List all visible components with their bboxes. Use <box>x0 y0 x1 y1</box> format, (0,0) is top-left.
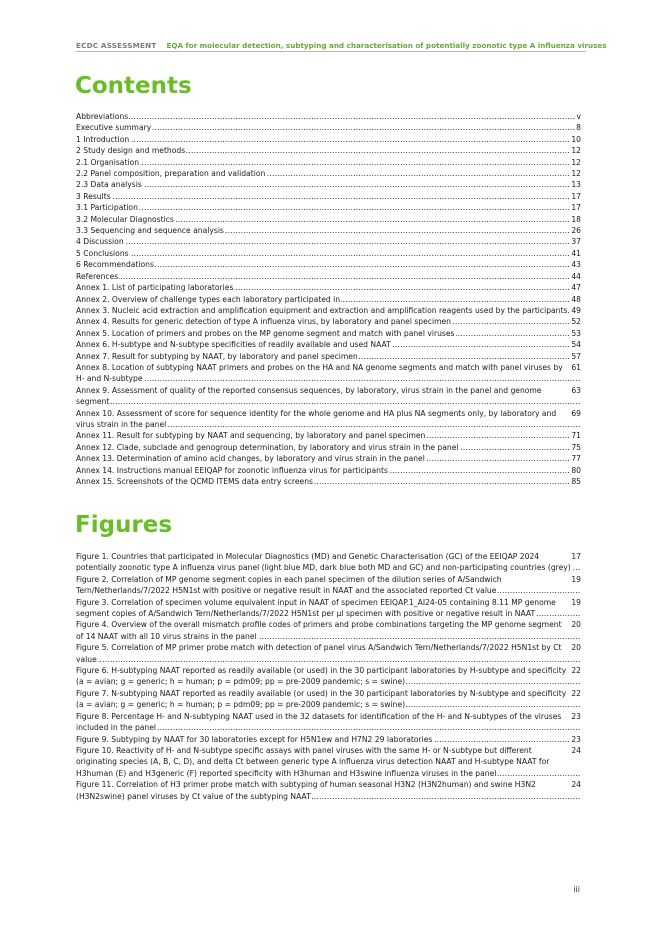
header-divider <box>76 51 586 52</box>
toc-page-number: ..... 13 <box>571 180 581 190</box>
toc-entry[interactable] <box>76 294 581 305</box>
toc-entry-title: Figure 2. Correlation of MP genome segment copies in each panel specimen of the dilution series of A/Sandwich Tern/Netherlands/7/2022 H5N1st with positive or negative result in NAAT and the associated reported Ct value <box>76 574 502 596</box>
toc-page-number: ..... 24 <box>571 745 581 755</box>
toc-entry[interactable] <box>76 430 581 441</box>
toc-page-number: ..... 85 <box>571 477 581 486</box>
toc-entry[interactable] <box>76 385 581 408</box>
toc-entry[interactable] <box>76 157 581 168</box>
toc-entry-title: Figure 4. Overview of the overall mismatch profile codes of primers and probe combinations targeting the MP genome segment of 14 NAAT with all 10 virus strains in the panel <box>76 620 562 641</box>
contents-list <box>76 111 581 487</box>
toc-entry-title: Abbreviations <box>76 112 129 121</box>
toc-entry-title: Figure 10. Reactivity of H- and N-subtype specific assays with panel viruses with the same H- or N-subtype but different originating species (A, B, C, D), and delta Ct between generic type A influenza virus detection NAAT and H-subtype NAAT for H3human (E) and H3generic (F) reported specificity with H3human and H3swine influenza viruses in the panel <box>76 745 550 778</box>
toc-entry-title: Annex 2. Overview of challenge types each laboratory participated in <box>76 294 341 304</box>
figure-entry[interactable] <box>76 745 581 779</box>
toc-page-number: ..... 22 <box>571 666 581 676</box>
toc-entry[interactable] <box>76 236 581 247</box>
running-header <box>76 41 607 50</box>
toc-page-number: ..... 19 <box>571 597 581 607</box>
page-number: iii <box>573 885 580 894</box>
toc-entry-title: 5 Conclusions <box>76 248 129 258</box>
toc-entry-title: References <box>76 271 119 281</box>
toc-entry[interactable] <box>76 476 581 487</box>
toc-entry-title: 6 Recommendations <box>76 260 154 270</box>
toc-entry[interactable] <box>76 134 581 145</box>
toc-page-number: ..... 23 <box>571 711 581 721</box>
toc-page-number: ..... 44 <box>571 271 581 281</box>
toc-entry-title: 3 Results <box>76 191 111 201</box>
toc-entry-title: Annex 7. Result for subtyping by NAAT, by laboratory and panel specimen <box>76 351 358 361</box>
toc-entry[interactable] <box>76 305 581 316</box>
toc-page-number: ..... 77 <box>571 454 581 464</box>
toc-entry[interactable] <box>76 225 581 236</box>
toc-entry-title: Annex 9. Assessment of quality of the reported consensus sequences, by laboratory, virus strain in the panel and genome segment <box>76 385 542 407</box>
toc-page-number: ..... 12 <box>571 169 581 179</box>
toc-entry[interactable] <box>76 214 581 225</box>
toc-entry-title: Annex 12. Clade, subclade and genogroup determination, by laboratory and virus strain in the panel <box>76 442 459 452</box>
toc-entry-title: Annex 1. List of participating laboratories <box>76 283 234 293</box>
toc-page-number: ..... v <box>576 112 581 121</box>
toc-page-number: ..... 75 <box>571 442 581 452</box>
header-title: EQA for molecular detection, subtyping and characterisation of potentially zoonotic type A influenza viruses <box>166 41 607 50</box>
toc-entry[interactable] <box>76 453 581 464</box>
figures-heading: Figures <box>75 512 173 538</box>
toc-entry-title: Figure 9. Subtyping by NAAT for 30 laboratories except for H5N1ew and H7N2 29 laboratories <box>76 734 433 744</box>
toc-entry[interactable] <box>76 316 581 327</box>
toc-entry-title: Figure 8. Percentage H- and N-subtyping NAAT used in the 32 datasets for identification of the H- and N-subtypes of the viruses included in the panel <box>76 711 562 733</box>
toc-page-number: ..... 8 <box>576 123 581 133</box>
toc-entry-title: 2.1 Organisation <box>76 157 140 167</box>
toc-page-number: ..... 69 <box>571 408 581 418</box>
toc-entry-title: Figure 7. N-subtyping NAAT reported as readily available (or used) in the 30 participant laboratories by N-subtype and specificity (a = avian; g = generic; h = human; p = pdm09; pp = pre-2009 pandemic; s = swine) <box>76 688 567 710</box>
figure-entry[interactable] <box>76 734 581 745</box>
toc-entry-title: Annex 6. H-subtype and N-subtype specificities of readily available and used NAAT <box>76 340 391 350</box>
toc-entry[interactable] <box>76 179 581 190</box>
toc-entry-title: Annex 5. Location of primers and probes on the MP genome segment and match with panel viruses <box>76 328 455 338</box>
toc-page-number: ..... 52 <box>571 317 581 327</box>
toc-entry-title: Figure 3. Correlation of specimen volume equivalent input in NAAT of specimen EEIQAP.1_AI24-05 containing 8.11 MP genome segment copies of A/Sandwich Tern/Netherlands/7/2022 H5N1st per µl specimen with positive or negative result in NAAT <box>76 597 556 619</box>
toc-entry[interactable] <box>76 328 581 339</box>
toc-entry-title: Figure 6. H-subtyping NAAT reported as readily available (or used) in the 30 participant laboratories by H-subtype and specificity (a = avian; g = generic; h = human; p = pdm09; pp = pre-2009 pandemic; s = swine) <box>76 666 567 687</box>
toc-entry-title: Figure 1. Countries that participated in Molecular Diagnostics (MD) and Genetic Characterisation (GC) of the EEIQAP 2024 potentially zoonotic type A influenza virus panel (light blue MD, dark blue both MD and GC) and non-participating countries (grey) <box>76 552 571 573</box>
toc-entry-title: Annex 8. Location of subtyping NAAT primers and probes on the HA and NA genome segments and match with panel viruses by H- and N-subtype <box>76 362 563 384</box>
toc-page-number: ..... 22 <box>571 688 581 698</box>
toc-entry-title: Figure 11. Correlation of H3 primer probe match with subtyping of human seasonal H3N2 (H3N2human) and swine H3N2 (H3N2swine) panel viruses by Ct value of the subtyping NAAT <box>76 780 536 801</box>
toc-page-number: ..... 80 <box>571 465 581 475</box>
toc-entry-title: 1 Introduction <box>76 134 130 144</box>
toc-page-number: ..... 18 <box>571 214 581 224</box>
toc-entry-title: 3.1 Participation <box>76 203 138 213</box>
toc-entry[interactable] <box>76 248 581 259</box>
toc-page-number: ..... 41 <box>571 248 581 258</box>
toc-entry-title: Annex 10. Assessment of score for sequence identity for the whole genome and HA plus NA segments only, by laboratory and virus strain in the panel <box>76 408 557 429</box>
toc-entry[interactable] <box>76 168 581 179</box>
toc-entry[interactable] <box>76 145 581 156</box>
toc-entry[interactable] <box>76 465 581 476</box>
figure-entry[interactable] <box>76 688 581 711</box>
toc-entry-title: 2.3 Data analysis <box>76 180 142 190</box>
contents-heading: Contents <box>75 73 192 99</box>
toc-page-number: ..... 23 <box>571 734 581 744</box>
toc-page-number: ..... 49 <box>571 305 581 315</box>
figure-entry[interactable] <box>76 551 581 574</box>
toc-page-number: ..... 47 <box>571 283 581 293</box>
toc-page-number: ..... 17 <box>571 203 581 213</box>
toc-page-number: ..... 24 <box>571 780 581 790</box>
toc-entry[interactable] <box>76 362 581 385</box>
toc-entry[interactable] <box>76 282 581 293</box>
figure-entry[interactable] <box>76 779 581 802</box>
toc-page-number: ..... 37 <box>571 237 581 247</box>
figure-entry[interactable] <box>76 619 581 642</box>
toc-entry-title: Annex 11. Result for subtyping by NAAT and sequencing, by laboratory and panel specimen <box>76 431 426 441</box>
toc-page-number: ..... 12 <box>571 146 581 156</box>
toc-page-number: ..... 17 <box>571 191 581 201</box>
toc-entry-title: 3.2 Molecular Diagnostics <box>76 214 174 224</box>
toc-entry-title: Annex 3. Nucleic acid extraction and amplification equipment and extraction and amplification reagents used by the participants <box>76 305 568 315</box>
toc-entry[interactable] <box>76 339 581 350</box>
toc-page-number: ..... 10 <box>571 134 581 144</box>
toc-entry-title: 2 Study design and methods <box>76 146 186 156</box>
toc-page-number: ..... 71 <box>571 431 581 441</box>
figure-entry[interactable] <box>76 597 581 620</box>
toc-page-number: ..... 43 <box>571 260 581 270</box>
toc-page-number: ..... 17 <box>571 552 581 561</box>
toc-entry-title: 3.3 Sequencing and sequence analysis <box>76 226 224 236</box>
toc-entry-title: Executive summary <box>76 123 152 133</box>
toc-entry[interactable] <box>76 408 581 431</box>
toc-page-number: ..... 12 <box>571 157 581 167</box>
toc-entry-title: Annex 15. Screenshots of the QCMD ITEMS data entry screens <box>76 477 314 486</box>
toc-entry[interactable] <box>76 442 581 453</box>
header-org: ECDC ASSESSMENT <box>76 41 157 50</box>
toc-page-number: ..... 61 <box>571 362 581 372</box>
toc-entry-title: Annex 4. Results for generic detection of type A influenza virus, by laboratory and panel specimen <box>76 317 451 327</box>
toc-entry[interactable] <box>76 259 581 270</box>
toc-entry[interactable] <box>76 111 581 122</box>
toc-entry-title: 2.2 Panel composition, preparation and validation <box>76 169 266 179</box>
toc-entry[interactable] <box>76 191 581 202</box>
toc-entry[interactable] <box>76 202 581 213</box>
figure-entry[interactable] <box>76 711 581 734</box>
toc-entry[interactable] <box>76 271 581 282</box>
toc-entry-title: 4 Discussion <box>76 237 124 247</box>
toc-page-number: ..... 48 <box>571 294 581 304</box>
figure-entry[interactable] <box>76 665 581 688</box>
toc-page-number: ..... 53 <box>571 328 581 338</box>
toc-entry[interactable] <box>76 122 581 133</box>
toc-entry-title: Annex 13. Determination of amino acid changes, by laboratory and virus strain in the panel <box>76 454 425 464</box>
figure-entry[interactable] <box>76 642 581 665</box>
toc-page-number: ..... 20 <box>571 620 581 630</box>
toc-page-number: ..... 63 <box>571 385 581 395</box>
toc-page-number: ..... 54 <box>571 340 581 350</box>
toc-entry-title: Figure 5. Correlation of MP primer probe match with detection of panel virus A/Sandwich Tern/Netherlands/7/2022 H5N1st by Ct value <box>76 643 562 664</box>
toc-page-number: ..... 57 <box>571 351 581 361</box>
toc-page-number: ..... 26 <box>571 226 581 236</box>
toc-entry-title: Annex 14. Instructions manual EEIQAP for zoonotic influenza virus for participants <box>76 465 388 475</box>
figures-list <box>76 551 581 802</box>
toc-page-number: ..... 20 <box>571 643 581 653</box>
figure-entry[interactable] <box>76 574 581 597</box>
toc-entry[interactable] <box>76 351 581 362</box>
toc-page-number: ..... 19 <box>571 574 581 584</box>
